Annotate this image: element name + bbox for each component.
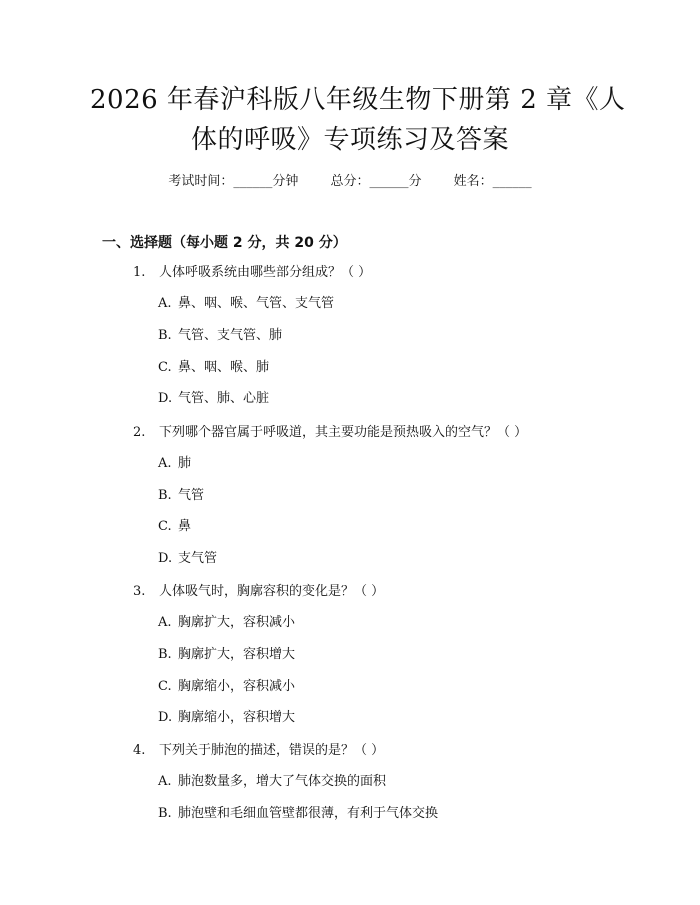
option-letter: A. (158, 774, 172, 789)
q2-option-b (158, 484, 204, 503)
q1-option-d (158, 387, 269, 406)
question-number: 1. (133, 265, 146, 280)
option-text: 鼻、咽、喉、肺 (178, 360, 270, 375)
total-score-field: 总分：______分 (330, 174, 422, 189)
q4-option-a (158, 770, 386, 789)
question-text: 下列哪个器官属于呼吸道，其主要功能是预热吸入的空气？（ ） (159, 425, 528, 440)
student-name-field: 姓名：______ (453, 174, 532, 189)
option-text: 支气管 (178, 551, 218, 566)
exam-time-field: 考试时间：______分钟 (168, 174, 299, 189)
question-text: 人体呼吸系统由哪些部分组成？（ ） (159, 265, 372, 280)
page-title (90, 80, 626, 160)
option-letter: B. (158, 328, 172, 343)
question-number: 2. (133, 425, 146, 440)
option-letter: B. (158, 806, 172, 821)
option-letter: A. (158, 456, 172, 471)
option-text: 胸廓扩大，容积增大 (178, 647, 296, 662)
option-text: 鼻 (178, 519, 192, 534)
option-text: 气管、肺、心脏 (178, 391, 270, 406)
option-letter: A. (158, 615, 172, 630)
option-text: 肺泡壁和毛细血管壁都很薄，有利于气体交换 (178, 806, 439, 821)
q2-option-c (158, 515, 191, 534)
q3-option-a (158, 611, 295, 630)
option-letter: C. (158, 519, 172, 534)
question-number: 4. (133, 743, 146, 758)
q4-option-b (158, 802, 438, 821)
option-letter: A. (158, 296, 172, 311)
q2-option-d (158, 547, 217, 566)
option-letter: B. (158, 647, 172, 662)
option-text: 肺 (178, 456, 192, 471)
q3-option-b (158, 643, 295, 662)
q2-option-a (158, 452, 191, 471)
exam-info (0, 170, 700, 189)
q1-option-b (158, 324, 282, 343)
option-letter: B. (158, 488, 172, 503)
option-text: 胸廓缩小，容积减小 (178, 679, 296, 694)
question-text: 人体吸气时，胸廓容积的变化是？（ ） (159, 584, 385, 599)
question-2 (133, 421, 527, 440)
option-text: 肺泡数量多，增大了气体交换的面积 (178, 774, 387, 789)
q3-option-d (158, 706, 295, 725)
question-3 (133, 580, 384, 599)
option-letter: C. (158, 679, 172, 694)
q1-option-a (158, 292, 334, 311)
option-letter: D. (158, 391, 173, 406)
option-text: 胸廓缩小，容积增大 (178, 710, 296, 725)
title-line-2: 体的呼吸》专项练习及答案 (190, 125, 509, 155)
option-letter: D. (158, 551, 173, 566)
option-text: 气管 (178, 488, 205, 503)
option-text: 鼻、咽、喉、气管、支气管 (178, 296, 335, 311)
section-heading: 一、选择题（每小题 2 分，共 20 分） (102, 235, 347, 251)
option-letter: C. (158, 360, 172, 375)
question-4 (133, 739, 384, 758)
option-text: 胸廓扩大，容积减小 (178, 615, 296, 630)
q3-option-c (158, 675, 295, 694)
option-letter: D. (158, 710, 173, 725)
question-text: 下列关于肺泡的描述，错误的是？（ ） (159, 743, 385, 758)
q1-option-c (158, 356, 269, 375)
question-1 (133, 261, 371, 280)
question-number: 3. (133, 584, 146, 599)
title-line-1: 2026 年春沪科版八年级生物下册第 2 章《人 (90, 85, 626, 115)
option-text: 气管、支气管、肺 (178, 328, 283, 343)
